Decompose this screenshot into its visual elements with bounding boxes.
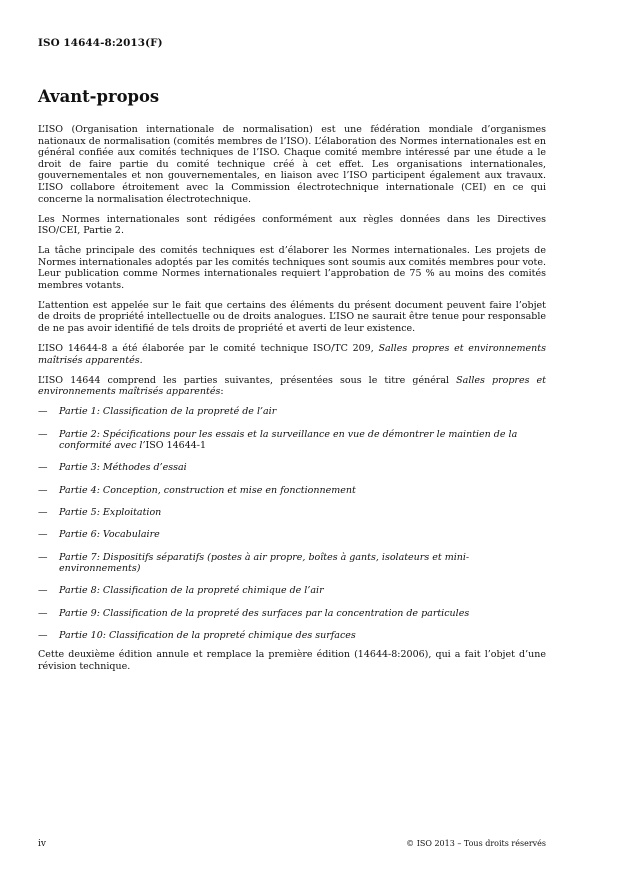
- list-dash: —: [38, 629, 48, 641]
- list-item-part-4: [38, 485, 546, 497]
- copyright-notice: © ISO 2013 – Tous droits réservés: [406, 839, 546, 848]
- parts-intro-colon: :: [220, 386, 224, 398]
- section-title: Avant-propos: [38, 87, 160, 106]
- list-dash: —: [38, 506, 48, 518]
- list-item-part-6: [38, 529, 546, 541]
- foreword-body: [38, 124, 546, 681]
- part-title: Partie 9: Classification de la propreté des surfaces par la concentration de particules: [59, 607, 470, 619]
- parts-intro-text: L’ISO 14644 comprend les parties suivantes, présentées sous le titre général: [38, 374, 457, 386]
- part-title: Partie 4: Conception, construction et mise en fonctionnement: [59, 484, 356, 496]
- list-item-part-5: [38, 507, 546, 519]
- part-title: Partie 5: Exploitation: [59, 506, 162, 518]
- list-item-part-8: [38, 585, 546, 597]
- paragraph-edition-note: Cette deuxième édition annule et remplace la première édition (14644-8:2006), qui a fait l’objet d’une révision technique.: [38, 649, 546, 672]
- part-title-reference: ISO 14644-1: [145, 440, 207, 452]
- part-title: Partie 7: Dispositifs séparatifs (postes à air propre, boîtes à gants, isolateurs et mini-environnements): [59, 551, 470, 575]
- list-item-part-3: [38, 462, 546, 474]
- list-item-part-10: [38, 630, 546, 642]
- paragraph-iso-description: L’ISO (Organisation internationale de normalisation) est une fédération mondiale d’organismes nationaux de normalisation (comités membres de l’ISO). L’élaboration des Normes internationales est en général confiée aux comités techniques de l’ISO. Chaque comité membre intéressé par une étude a le droit de faire partie du comité technique créé à cet effet. Les organisations internationales, gouvernementales et non gouvernementales, en liaison avec l’ISO participent également aux travaux. L’ISO collabore étroitement avec la Commission électrotechnique internationale (CEI) en ce qui concerne la normalisation électrotechnique.: [38, 124, 546, 205]
- parts-list: [38, 406, 546, 641]
- prepared-by-text: L’ISO 14644-8 a été élaborée par le comité technique ISO/TC 209,: [38, 343, 379, 355]
- prepared-by-committee-title: Salles propres et environnements maîtrisés apparentés.: [38, 343, 546, 366]
- part-title: Partie 6: Vocabulaire: [59, 529, 160, 541]
- list-item-part-2: [38, 429, 546, 452]
- paragraph-committee-task: La tâche principale des comités techniques est d’élaborer les Normes internationales. Les projets de Normes internationales adoptés par les comités techniques sont soumis aux comités membres pour vote. Leur publication comme Normes internationales requiert l’approbation de 75 % au moins des comités membres votants.: [38, 245, 546, 291]
- parts-intro-general-title: Salles propres et environnements maîtrisés apparentés: [38, 374, 546, 398]
- list-dash: —: [38, 607, 48, 619]
- document-identifier: ISO 14644-8:2013(F): [38, 37, 163, 49]
- list-dash: —: [38, 406, 48, 418]
- part-title: Partie 8: Classification de la propreté chimique de l’air: [59, 585, 324, 597]
- list-item-part-7: [38, 552, 546, 575]
- page-number: iv: [38, 839, 46, 849]
- part-title: Partie 3: Méthodes d’essai: [59, 462, 187, 474]
- list-dash: —: [38, 462, 48, 474]
- paragraph-parts-intro: [38, 375, 546, 398]
- paragraph-prepared-by: [38, 343, 546, 366]
- list-dash: —: [38, 529, 48, 541]
- paragraph-patent-notice: L’attention est appelée sur le fait que certains des éléments du présent document peuvent faire l’objet de droits de propriété intellectuelle ou de droits analogues. L’ISO ne saurait être tenue pour responsable de ne pas avoir identifié de tels droits de propriété et averti de leur existence.: [38, 299, 546, 335]
- part-title: Partie 2: Spécifications pour les essais et la surveillance en vue de démontrer le maintien de la conformité avec l’: [59, 428, 518, 452]
- list-dash: —: [38, 428, 48, 440]
- part-title: Partie 10: Classification de la propreté chimique des surfaces: [59, 629, 356, 641]
- paragraph-directives: Les Normes internationales sont rédigées conformément aux règles données dans les Directives ISO/CEI, Partie 2.: [38, 213, 546, 237]
- list-item-part-1: [38, 406, 546, 418]
- list-item-part-9: [38, 608, 546, 620]
- list-dash: —: [38, 551, 48, 563]
- part-title: Partie 1: Classification de la propreté de l’air: [59, 406, 277, 418]
- list-dash: —: [38, 484, 48, 496]
- list-dash: —: [38, 585, 48, 597]
